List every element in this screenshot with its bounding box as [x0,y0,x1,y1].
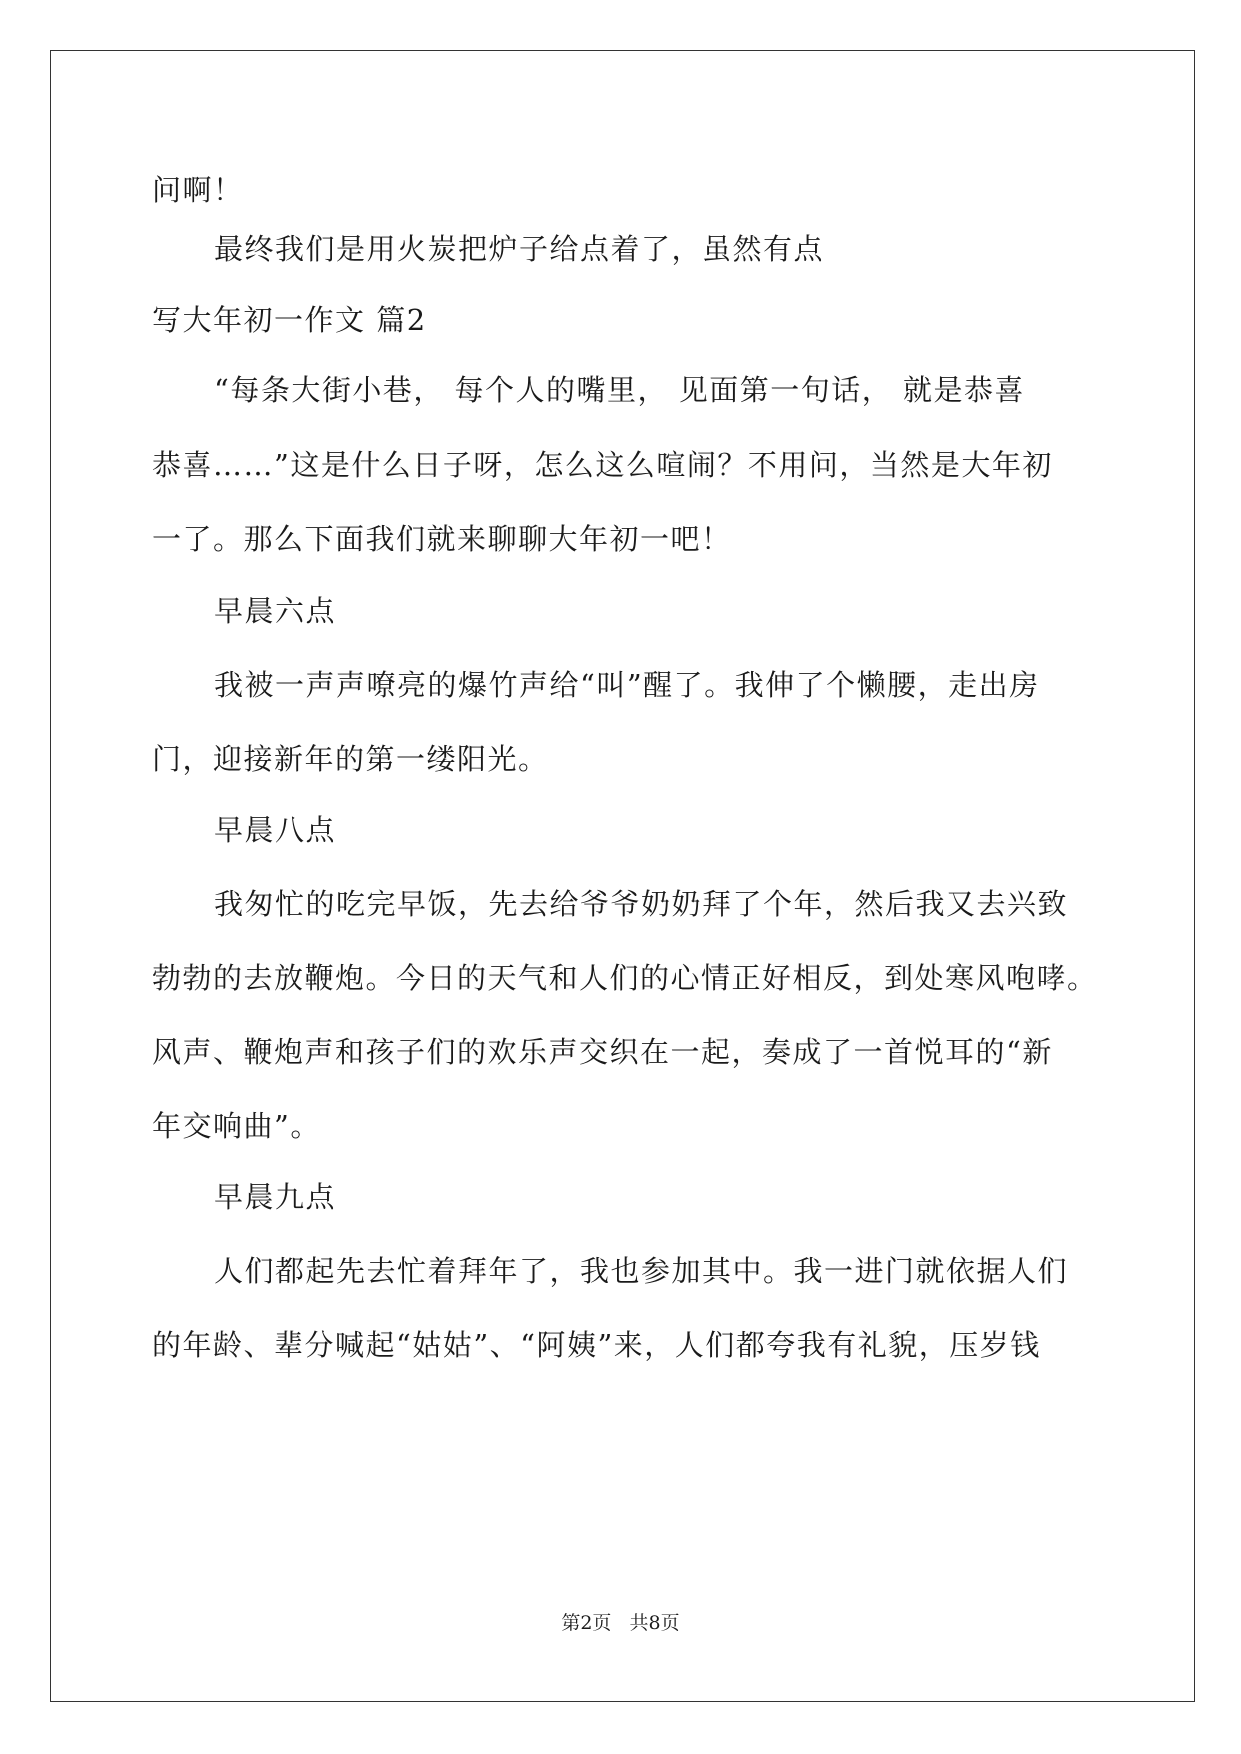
subheading: 早晨六点 [214,594,337,628]
text-line: 风声、鞭炮声和孩子们的欢乐声交织在一起，奏成了一首悦耳的“新 [152,1035,1053,1069]
text-line: 的年龄、辈分喊起“姑姑”、“阿姨”来，人们都夸我有礼貌，压岁钱 [152,1328,1041,1362]
text-line: 门，迎接新年的第一缕阳光。 [152,742,549,776]
text-line: 我匆忙的吃完早饭，先去给爷爷奶奶拜了个年，然后我又去兴致 [214,887,1069,921]
text-line: 年交响曲”。 [152,1109,321,1143]
page-frame [50,50,1195,1702]
subheading: 早晨九点 [214,1180,337,1214]
subheading: 早晨八点 [214,813,337,847]
section-heading: 写大年初一作文 篇2 [152,303,427,337]
text-line: 我被一声声嘹亮的爆竹声给“叫”醒了。我伸了个懒腰，走出房 [214,668,1040,702]
text-line: 恭喜……”这是什么日子呀，怎么这么喧闹？不用问，当然是大年初 [152,448,1053,482]
text-line: 人们都起先去忙着拜年了，我也参加其中。我一进门就依据人们 [214,1254,1069,1288]
page-footer: 第2页 共8页 [561,1612,680,1634]
text-line: 勃勃的去放鞭炮。今日的天气和人们的心情正好相反，到处寒风咆哮。 [152,961,1098,995]
text-line: 一了。那么下面我们就来聊聊大年初一吧！ [152,522,732,556]
text-line: 问啊！ [152,173,244,207]
text-line: 最终我们是用火炭把炉子给点着了，虽然有点 [214,232,825,266]
text-line: “每条大街小巷， 每个人的嘴里， 见面第一句话， 就是恭喜 [214,373,1025,407]
